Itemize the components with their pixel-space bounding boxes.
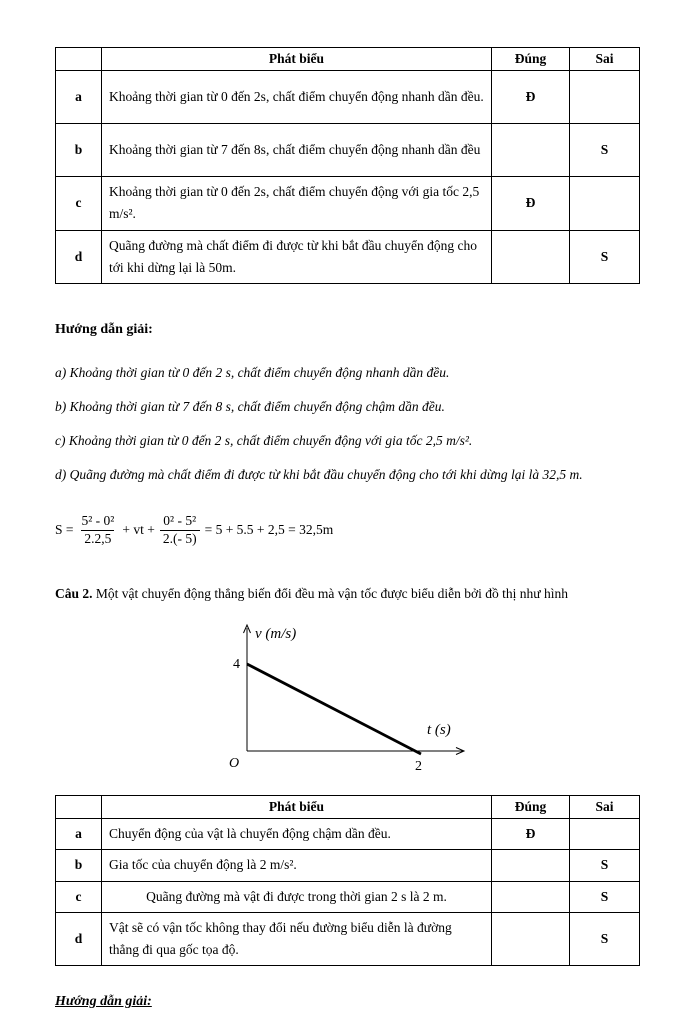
solution-line-b: b) Khoảng thời gian từ 7 đến 8 s, chất điểm chuyển động chậm dần đều. <box>55 399 445 415</box>
true-mark-cell <box>492 850 570 881</box>
statement-cell: Khoảng thời gian từ 0 đến 2s, chất điểm chuyển động với gia tốc 2,5 m/s². <box>102 177 492 231</box>
x-tick-2: 2 <box>415 759 422 775</box>
true-mark-cell: Đ <box>492 71 570 124</box>
table-header-row <box>56 796 640 819</box>
y-axis-label: v (m/s) <box>255 626 297 643</box>
false-mark-cell <box>570 71 640 124</box>
table-row <box>56 71 640 124</box>
fraction-1-numerator: 5² - 0² <box>81 513 115 529</box>
true-mark-cell <box>492 124 570 177</box>
false-mark-cell: S <box>570 124 640 177</box>
fraction-2 <box>160 513 200 548</box>
fraction-1-denominator: 2.2,5 <box>81 530 114 548</box>
velocity-graph-svg <box>223 620 478 775</box>
row-label: b <box>56 124 102 177</box>
solution-2-heading: Hướng dẫn giải: <box>55 994 152 1010</box>
true-mark-cell <box>492 881 570 912</box>
distance-formula <box>55 513 640 548</box>
table-row <box>56 850 640 881</box>
solution-line-a: a) Khoảng thời gian từ 0 đến 2 s, chất điểm chuyển động nhanh dần đều. <box>55 365 450 381</box>
row-label: a <box>56 71 102 124</box>
row-label: c <box>56 177 102 231</box>
solution-heading: Hướng dẫn giải: <box>55 322 153 338</box>
true-mark-cell: Đ <box>492 177 570 231</box>
statement-table-1 <box>55 47 640 284</box>
statement-cell: Quãng đường mà vật đi được trong thời gian 2 s là 2 m. <box>102 881 492 912</box>
question-2 <box>55 584 640 604</box>
statement-cell: Vật sẽ có vận tốc không thay đổi nếu đường biểu diễn là đường thẳng đi qua gốc tọa độ. <box>102 912 492 966</box>
solution-line-d: d) Quãng đường mà chất điểm đi được từ khi bắt đầu chuyển động cho tới khi dừng lại là 32,5 m. <box>55 467 583 483</box>
solution-line-c: c) Khoảng thời gian từ 0 đến 2 s, chất điểm chuyển động với gia tốc 2,5 m/s². <box>55 433 473 449</box>
statement-cell: Khoảng thời gian từ 0 đến 2s, chất điểm chuyển động nhanh dần đều. <box>102 71 492 124</box>
true-mark-cell <box>492 912 570 966</box>
table-header-row <box>56 48 640 71</box>
statement-header: Phát biểu <box>102 796 492 819</box>
true-column-header: Đúng <box>492 796 570 819</box>
false-column-header: Sai <box>570 48 640 71</box>
table-row <box>56 881 640 912</box>
false-mark-cell: S <box>570 881 640 912</box>
fraction-1 <box>79 513 118 548</box>
velocity-line <box>247 664 421 754</box>
y-tick-4: 4 <box>233 657 240 673</box>
question-2-label: Câu 2. <box>55 585 93 601</box>
false-column-header: Sai <box>570 796 640 819</box>
true-column-header: Đúng <box>492 48 570 71</box>
origin-label: O <box>229 756 240 772</box>
row-label: c <box>56 881 102 912</box>
statement-table-2 <box>55 795 640 966</box>
x-axis-label: t (s) <box>427 722 451 739</box>
row-label: a <box>56 819 102 850</box>
fraction-2-numerator: 0² - 5² <box>163 513 197 529</box>
false-mark-cell: S <box>570 850 640 881</box>
true-mark-cell <box>492 230 570 284</box>
statement-cell: Gia tốc của chuyển động là 2 m/s². <box>102 850 492 881</box>
fraction-2-denominator: 2.(- 5) <box>160 530 200 548</box>
false-mark-cell <box>570 819 640 850</box>
corner-cell <box>56 796 102 819</box>
table-row <box>56 912 640 966</box>
row-label: d <box>56 912 102 966</box>
corner-cell <box>56 48 102 71</box>
false-mark-cell <box>570 177 640 231</box>
table-row <box>56 177 640 231</box>
formula-middle: + vt + <box>122 522 155 538</box>
formula-lhs: S = <box>55 522 74 538</box>
question-2-text: Một vật chuyển động thẳng biến đổi đều mà vận tốc được biểu diễn bởi đồ thị như hình <box>92 585 568 601</box>
formula-result: = 5 + 5.5 + 2,5 = 32,5m <box>204 522 334 538</box>
statement-cell: Khoảng thời gian từ 7 đến 8s, chất điểm chuyển động nhanh dần đều <box>102 124 492 177</box>
velocity-graph <box>223 620 640 779</box>
statement-cell: Quãng đường mà chất điểm đi được từ khi bắt đầu chuyển động cho tới khi dừng lại là 50m. <box>102 230 492 284</box>
row-label: d <box>56 230 102 284</box>
statement-header: Phát biểu <box>102 48 492 71</box>
table-row <box>56 124 640 177</box>
row-label: b <box>56 850 102 881</box>
statement-cell: Chuyển động của vật là chuyển động chậm dần đều. <box>102 819 492 850</box>
false-mark-cell: S <box>570 912 640 966</box>
table-row <box>56 819 640 850</box>
table-row <box>56 230 640 284</box>
false-mark-cell: S <box>570 230 640 284</box>
true-mark-cell: Đ <box>492 819 570 850</box>
